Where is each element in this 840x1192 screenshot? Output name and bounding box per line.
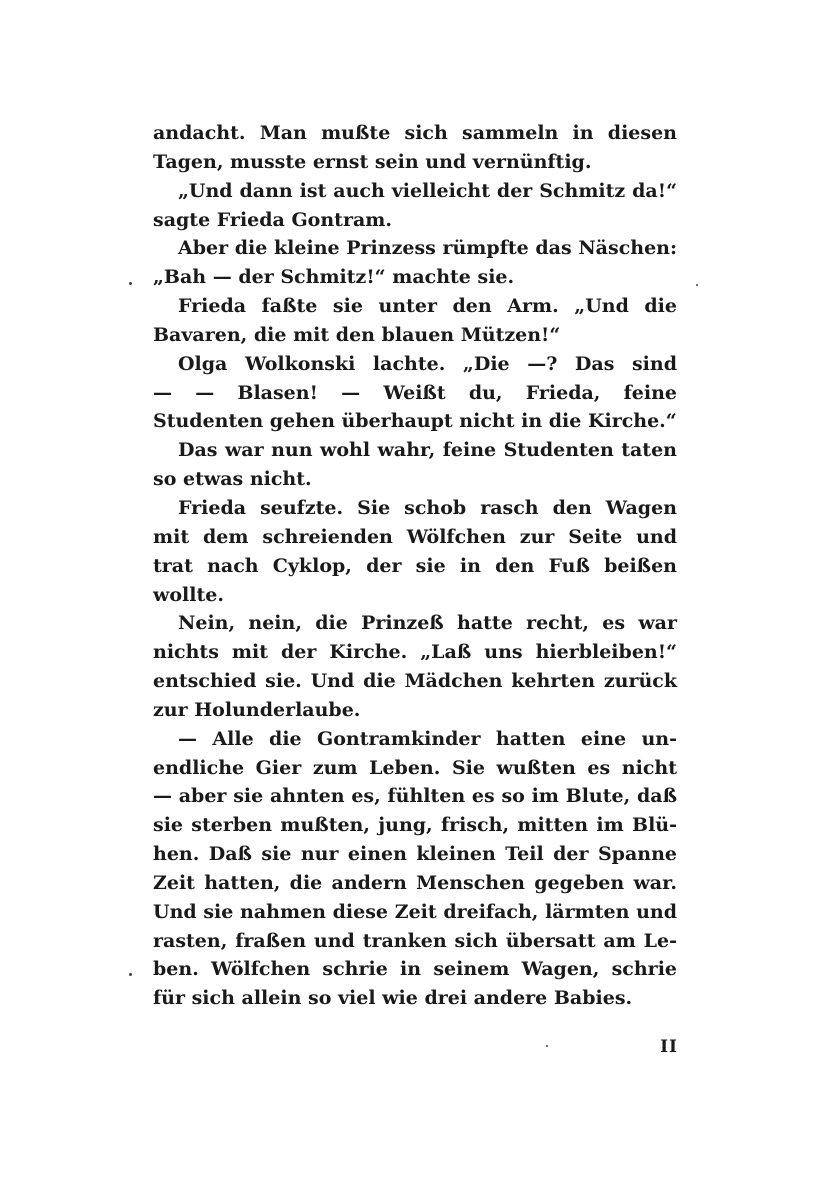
text-line: mit dem schreienden Wölfchen zur Seite und — [153, 525, 677, 548]
text-line: Aber die kleine Prinzess rümpfte das Näschen: — [178, 237, 677, 260]
text-line: Nein, nein, die Prinzeß hatte recht, es war — [178, 612, 677, 635]
text-line: Olga Wolkonski lachte. „Die —? Das sind — [178, 352, 677, 375]
text-line: Frieda seufzte. Sie schob rasch den Wagen — [178, 496, 677, 519]
text-line: Frieda faßte sie unter den Arm. „Und die — [178, 295, 677, 318]
text-line: — — Blasen! — Weißt du, Frieda, feine — [153, 381, 677, 404]
text-line: „Und dann ist auch vielleicht der Schmitz da!“ — [178, 179, 677, 202]
paragraph — [153, 234, 677, 292]
text-line: rasten, fraßen und tranken sich übersatt am Le- — [153, 929, 677, 952]
text-line: Studenten gehen überhaupt nicht in die Kirche.“ — [153, 410, 677, 433]
print-speck — [696, 284, 698, 286]
text-line: sie sterben mußten, jung, frisch, mitten im Blü- — [153, 814, 677, 837]
print-speck — [129, 973, 132, 976]
paragraph — [153, 350, 677, 437]
text-line: sagte Frieda Gontram. — [153, 208, 392, 231]
text-line: zur Holunderlaube. — [153, 698, 361, 721]
text-line: andacht. Man mußte sich sammeln in diesen — [153, 122, 677, 144]
text-line: trat nach Cyklop, der sie in den Fuß beißen — [153, 554, 677, 577]
text-line: ben. Wölfchen schrie in seinem Wagen, schrie — [153, 958, 677, 981]
paragraph — [153, 119, 677, 177]
text-line: Zeit hatten, die andern Menschen gegeben war. — [153, 871, 677, 894]
body-text — [153, 119, 677, 1013]
text-line: nichts mit der Kirche. „Laß uns hierbleiben!“ — [153, 641, 677, 664]
text-line: hen. Daß sie nur einen kleinen Teil der Spanne — [153, 843, 677, 866]
paragraph — [153, 725, 677, 1013]
text-line: entschied sie. Und die Mädchen kehrten zurück — [153, 670, 677, 693]
print-speck — [129, 282, 132, 285]
text-line: Und sie nahmen diese Zeit dreifach, lärmten und — [153, 900, 677, 923]
paragraph — [153, 609, 677, 724]
text-line: endliche Gier zum Leben. Sie wußten es nicht — [153, 756, 677, 779]
text-line: Bavaren, die mit den blauen Mützen!“ — [153, 323, 561, 346]
text-line: — aber sie ahnten es, fühlten es so im Blute, daß — [153, 785, 677, 808]
paragraph — [153, 292, 677, 350]
text-line: für sich allein so viel wie drei andere Babies. — [153, 987, 633, 1010]
text-line: so etwas nicht. — [153, 468, 312, 491]
paragraph — [153, 494, 677, 609]
print-speck — [546, 1045, 548, 1047]
text-line: „Bah — der Schmitz!“ machte sie. — [153, 266, 515, 289]
text-line: — Alle die Gontramkinder hatten eine un- — [178, 727, 677, 750]
text-line: wollte. — [153, 583, 224, 606]
text-line: Das war nun wohl wahr, feine Studenten taten — [178, 439, 677, 462]
page-number: II — [660, 1037, 678, 1057]
paragraph — [153, 436, 677, 494]
text-line: Tagen, musste ernst sein und vernünftig. — [153, 150, 592, 173]
paragraph — [153, 177, 677, 235]
